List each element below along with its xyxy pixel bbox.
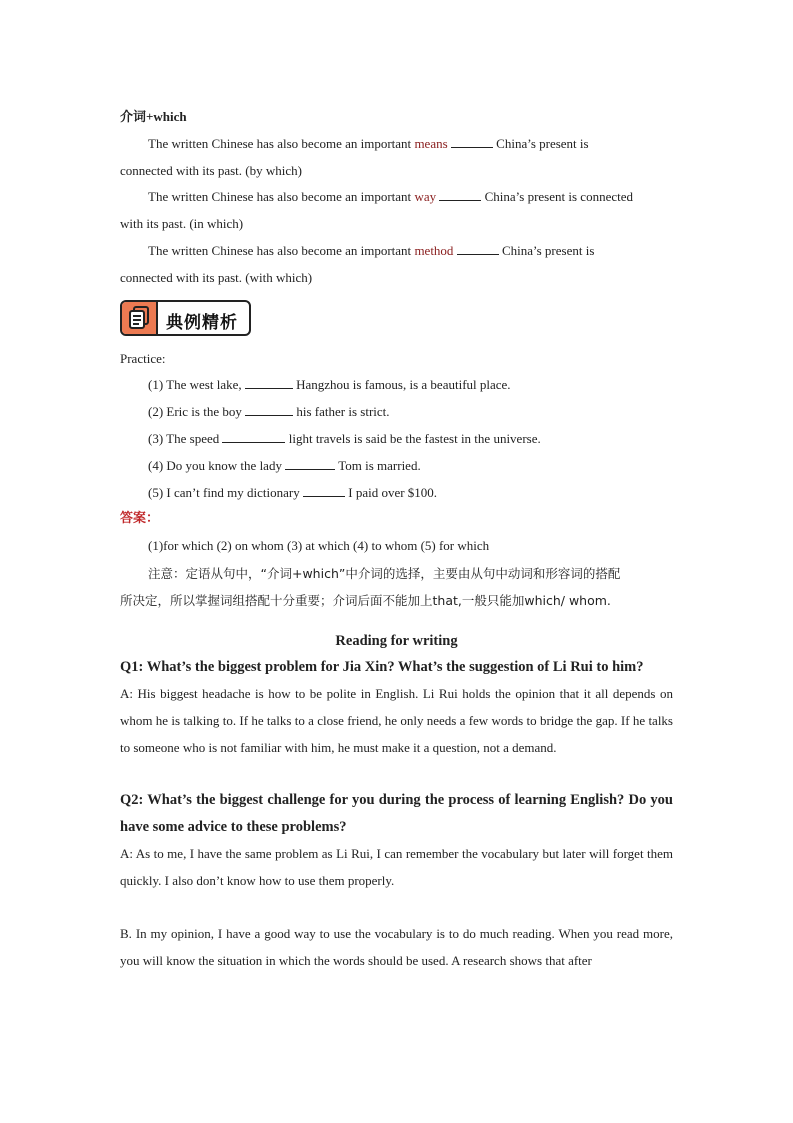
practice-item-4 <box>120 453 673 480</box>
example-3 <box>120 238 673 265</box>
example-1-post: China’s present is <box>492 135 589 151</box>
answer-2b: B. In my opinion, I have a good way to use the vocabulary is to do much reading. When you read more, you will know the situation in which the words should be used. A research shows that after <box>120 926 673 969</box>
blank <box>439 188 481 201</box>
blank <box>457 242 499 255</box>
blank <box>303 484 345 497</box>
answer-2a: A: As to me, I have the same problem as Li Rui, I can remember the vocabulary but later will forget them quickly. I also don’t know how to use them properly. <box>120 846 673 889</box>
document-icon <box>122 302 158 334</box>
blank <box>222 430 285 443</box>
practice-item-text: (3) The speed <box>148 430 223 446</box>
example-2-post: China’s present is connected <box>481 189 633 205</box>
example-3-pre: The written Chinese has also become an important <box>148 242 415 258</box>
badge-label: 典例精析 <box>166 312 238 333</box>
blank <box>285 457 335 470</box>
practice-item-1 <box>120 372 673 399</box>
example-1-pre: The written Chinese has also become an important <box>148 135 415 151</box>
question-1: Q1: What’s the biggest problem for Jia Xin? What’s the suggestion of Li Rui to him? <box>120 658 644 675</box>
example-2-pre: The written Chinese has also become an important <box>148 189 415 205</box>
example-3-continued: connected with its past. (with which) <box>120 269 313 285</box>
note-line-2: 所决定，所以掌握词组搭配十分重要；介词后面不能加上that,一般只能加which/ whom. <box>120 592 611 608</box>
note-line-1: 注意：定语从句中，“介词+which”中介词的选择，主要由从句中动词和形容词的搭配 <box>148 565 621 581</box>
question-2: Q2: What’s the biggest challenge for you during the process of learning English? Do you have some advice to these problems? <box>120 792 673 835</box>
practice-item-text: (4) Do you know the lady <box>148 457 286 473</box>
blank <box>245 403 293 416</box>
answer-text: (1)for which (2) on whom (3) at which (4) to whom (5) for which <box>148 538 490 554</box>
practice-label: Practice: <box>120 350 166 366</box>
example-3-post: China’s present is <box>498 242 595 258</box>
example-2-continued: with its past. (in which) <box>120 216 244 232</box>
practice-item-3 <box>120 426 673 453</box>
practice-item-text: Hangzhou is famous, is a beautiful place. <box>292 377 511 393</box>
practice-item-text: (2) Eric is the boy <box>148 404 246 420</box>
document-page <box>120 104 673 974</box>
example-1-word: means <box>414 135 448 151</box>
blank <box>245 376 293 389</box>
reading-title: Reading for writing <box>335 632 458 649</box>
practice-item-text: (5) I can’t find my dictionary <box>148 484 303 500</box>
blank <box>451 135 493 148</box>
example-2 <box>120 184 673 211</box>
example-1-continued: connected with its past. (by which) <box>120 162 302 178</box>
section-badge <box>120 300 251 336</box>
practice-item-5 <box>120 480 673 507</box>
example-3-word: method <box>414 242 454 258</box>
practice-item-text: (1) The west lake, <box>148 377 245 393</box>
section-title: 介词+which <box>120 109 187 124</box>
practice-item-text: light travels is said be the fastest in the universe. <box>285 430 541 446</box>
practice-item-text: his father is strict. <box>293 404 390 420</box>
example-1 <box>120 131 673 158</box>
practice-item-2 <box>120 399 673 426</box>
answer-label: 答案： <box>120 511 160 527</box>
practice-item-text: I paid over $100. <box>345 484 438 500</box>
example-2-word: way <box>414 189 437 205</box>
practice-item-text: Tom is married. <box>335 457 421 473</box>
answer-1: A: His biggest headache is how to be polite in English. Li Rui holds the opinion that it all depends on whom he is talking to. If he talks to a close friend, he only needs a few words to bridge the gap. If he talks to someone who is not familiar with him, he must make it a question, not a demand. <box>120 686 673 756</box>
